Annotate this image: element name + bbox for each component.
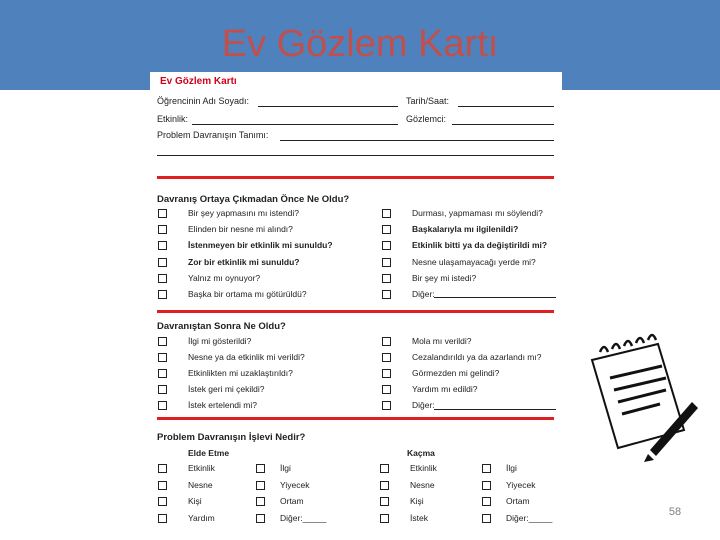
form-title: Ev Gözlem Kartı: [160, 76, 237, 87]
checkbox[interactable]: [158, 401, 167, 410]
checkbox[interactable]: [256, 464, 265, 473]
option-label: Kişi: [188, 496, 202, 506]
option-label: Elinden bir nesne mi alındı?: [188, 224, 293, 235]
checkbox[interactable]: [382, 290, 391, 299]
option-label: İstek ertelendi mi?: [188, 400, 257, 410]
option-label: Nesne: [188, 479, 213, 490]
checkbox[interactable]: [158, 464, 167, 473]
checkbox[interactable]: [380, 497, 389, 506]
checkbox[interactable]: [158, 385, 167, 394]
option-label: Mola mı verildi?: [412, 336, 472, 346]
option-label: Etkinlik: [188, 463, 215, 473]
checkbox[interactable]: [382, 385, 391, 394]
checkbox[interactable]: [380, 514, 389, 523]
checkbox[interactable]: [256, 514, 265, 523]
date-time-label: Tarih/Saat:: [406, 96, 450, 106]
checkbox[interactable]: [382, 337, 391, 346]
checkbox[interactable]: [158, 258, 167, 267]
option-label: Diğer:_____: [280, 512, 327, 523]
checkbox[interactable]: [380, 481, 389, 490]
checkbox[interactable]: [482, 481, 491, 490]
behavior-description-label: Problem Davranışın Tanımı:: [157, 130, 269, 140]
option-label: Bir şey mi istedi?: [412, 272, 477, 283]
checkbox[interactable]: [382, 274, 391, 283]
other-field[interactable]: [434, 297, 556, 298]
option-label: Yiyecek: [506, 479, 536, 490]
option-label: Etkinlik bitti ya da değiştirildi mi?: [412, 240, 548, 251]
activity-label: Etkinlik:: [157, 114, 189, 124]
option-label: Yardım mı edildi?: [412, 384, 478, 394]
checkbox[interactable]: [158, 497, 167, 506]
checkbox[interactable]: [482, 514, 491, 523]
checkbox[interactable]: [382, 209, 391, 218]
section-after-title: Davranıştan Sonra Ne Oldu?: [157, 321, 286, 332]
option-label: Diğer:: [412, 400, 435, 410]
option-label: Bir şey yapmasını mı istendi?: [188, 208, 300, 218]
checkbox[interactable]: [158, 290, 167, 299]
option-label: Nesne: [410, 479, 435, 490]
checkbox[interactable]: [256, 481, 265, 490]
option-label: İlgi: [506, 463, 517, 473]
behavior-description-line2[interactable]: [157, 155, 554, 156]
activity-field[interactable]: [192, 124, 398, 125]
option-label: İstek: [410, 512, 428, 523]
checkbox[interactable]: [382, 401, 391, 410]
option-label: Etkinlik: [410, 463, 437, 473]
checkbox[interactable]: [158, 514, 167, 523]
student-name-field[interactable]: [258, 106, 398, 107]
option-label: Diğer:_____: [506, 512, 553, 523]
option-label: Başka bir ortama mı götürüldü?: [188, 289, 307, 299]
checkbox[interactable]: [380, 464, 389, 473]
option-label: Zor bir etkinlik mi sunuldu?: [188, 256, 300, 267]
section-function-title: Problem Davranışın İşlevi Nedir?: [157, 432, 306, 443]
option-label: Ortam: [280, 496, 304, 506]
checkbox[interactable]: [482, 464, 491, 473]
option-label: Cezalandırıldı ya da azarlandı mı?: [412, 352, 542, 362]
checkbox[interactable]: [158, 209, 167, 218]
slide-title: Ev Gözlem Kartı: [221, 23, 499, 65]
function-escape-title: Kaçma: [407, 448, 435, 458]
other-field[interactable]: [434, 409, 556, 410]
checkbox[interactable]: [158, 241, 167, 250]
option-label: Kişi: [410, 496, 424, 506]
section-divider-3: [157, 417, 554, 420]
checkbox[interactable]: [158, 337, 167, 346]
option-label: Yalnız mı oynuyor?: [188, 272, 261, 283]
section-before-title: Davranış Ortaya Çıkmadan Önce Ne Oldu?: [157, 194, 350, 205]
option-label: Diğer:: [412, 289, 435, 299]
checkbox[interactable]: [382, 369, 391, 378]
checkbox[interactable]: [382, 225, 391, 234]
option-label: İstenmeyen bir etkinlik mi sunuldu?: [188, 240, 333, 251]
option-label: Başkalarıyla mı ilgilenildi?: [412, 224, 519, 235]
checkbox[interactable]: [158, 225, 167, 234]
checkbox[interactable]: [382, 353, 391, 362]
behavior-description-field[interactable]: [280, 140, 554, 141]
notepad-clipart: [580, 330, 700, 470]
page-number: 58: [668, 506, 682, 518]
checkbox[interactable]: [158, 369, 167, 378]
checkbox[interactable]: [158, 353, 167, 362]
option-label: Yiyecek: [280, 479, 310, 490]
option-label: Etkinlikten mi uzaklaştırıldı?: [188, 368, 293, 378]
date-time-field[interactable]: [458, 106, 554, 107]
checkbox[interactable]: [382, 258, 391, 267]
checkbox[interactable]: [482, 497, 491, 506]
checkbox[interactable]: [382, 241, 391, 250]
checkbox[interactable]: [158, 274, 167, 283]
option-label: İlgi mi gösterildi?: [188, 336, 252, 346]
option-label: Ortam: [506, 496, 530, 506]
option-label: İstek geri mi çekildi?: [188, 384, 265, 394]
checkbox[interactable]: [256, 497, 265, 506]
section-divider-1: [157, 176, 554, 179]
option-label: Görmezden mi gelindi?: [412, 368, 500, 378]
observer-field[interactable]: [452, 124, 554, 125]
function-gain-title: Elde Etme: [188, 448, 230, 458]
checkbox[interactable]: [158, 481, 167, 490]
section-divider-2: [157, 310, 554, 313]
option-label: Nesne ulaşamayacağı yerde mi?: [412, 256, 536, 267]
option-label: İlgi: [280, 463, 291, 473]
observer-label: Gözlemci:: [406, 114, 447, 124]
option-label: Nesne ya da etkinlik mi verildi?: [188, 352, 305, 362]
option-label: Durması, yapmaması mı söylendi?: [412, 208, 543, 218]
option-label: Yardım: [188, 512, 215, 523]
student-name-label: Öğrencinin Adı Soyadı:: [157, 96, 250, 106]
